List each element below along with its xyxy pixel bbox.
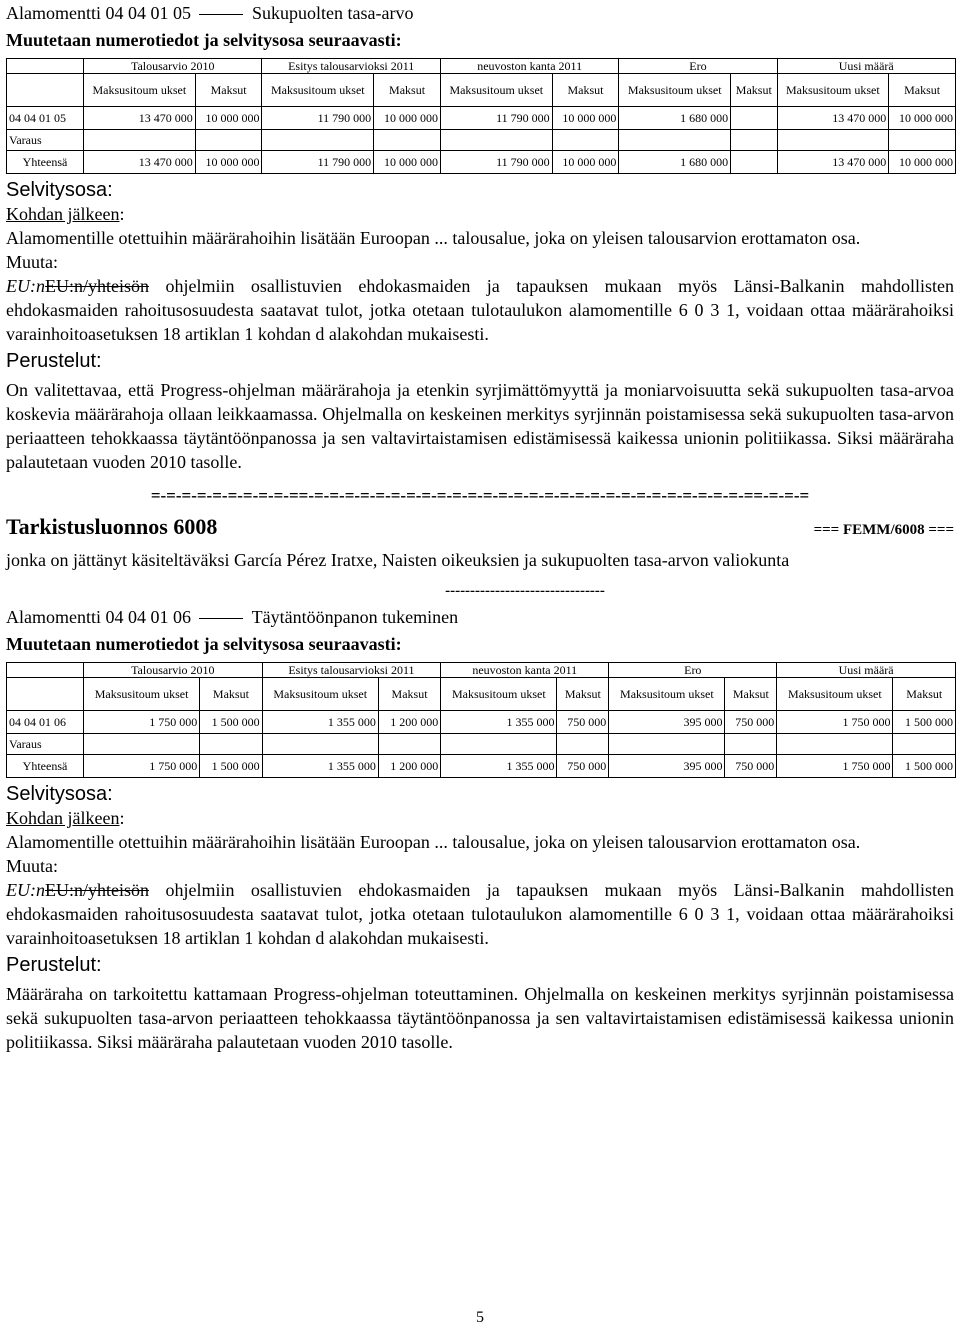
- table-cell: 1 500 000: [893, 711, 956, 734]
- table-cell: [262, 734, 378, 755]
- amendment-title: Tarkistusluonnos 6008: [6, 514, 218, 539]
- explanation-paragraph: Alamomentille otettuihin määrärahoihin lisätään Euroopan ... talousalue, joka on yleisen talousarvion erottamaton osa.: [6, 228, 861, 248]
- table-cell: 13 470 000: [84, 107, 196, 130]
- column-header: Maksusitoum ukset: [262, 74, 374, 107]
- table-cell: 395 000: [609, 755, 725, 778]
- table-cell: [731, 130, 777, 151]
- table-cell: 1 750 000: [84, 711, 200, 734]
- selvitysosa-heading: Selvitysosa:: [6, 179, 113, 201]
- section2-title-number: Alamomentti 04 04 01 06: [6, 607, 191, 627]
- table-group-header: [7, 59, 956, 74]
- group-header: Ero: [609, 663, 777, 678]
- table-cell: 10 000 000: [552, 107, 619, 130]
- table-row: [7, 107, 956, 130]
- column-header: Maksut: [374, 74, 441, 107]
- dash-divider: --------------------------------: [445, 583, 605, 599]
- group-header: Uusi määrä: [777, 59, 956, 74]
- table-cell: 11 790 000: [262, 107, 374, 130]
- table-cell: 1 355 000: [262, 711, 378, 734]
- table-cell: 10 000 000: [889, 107, 956, 130]
- table-cell: 1 500 000: [893, 755, 956, 778]
- table-cell: 10 000 000: [374, 107, 441, 130]
- section1-budget-table: [6, 58, 956, 174]
- table-cell: 1 200 000: [378, 755, 440, 778]
- amendment-code: === FEMM/6008 ===: [813, 522, 954, 538]
- column-header: Maksusitoum ukset: [440, 74, 552, 107]
- table-cell: [552, 130, 619, 151]
- table-row: [7, 711, 956, 734]
- kohdan-jalkeen-label: Kohdan jälkeen:: [6, 204, 125, 224]
- section2-subtitle: Muutetaan numerotiedot ja selvitysosa seuraavasti:: [6, 634, 402, 654]
- column-header: Maksut: [557, 678, 609, 711]
- table-row: [7, 734, 956, 755]
- column-header: Maksut: [378, 678, 440, 711]
- column-header: Maksut: [552, 74, 619, 107]
- group-header: Talousarvio 2010: [84, 59, 262, 74]
- table-cell: [84, 734, 200, 755]
- row-label: 04 04 01 06: [7, 711, 84, 734]
- table-cell: [893, 734, 956, 755]
- column-header: Maksut: [725, 678, 777, 711]
- table-cell: 1 750 000: [84, 755, 200, 778]
- group-header: neuvoston kanta 2011: [441, 663, 609, 678]
- table-cell: 750 000: [557, 711, 609, 734]
- section1-subtitle: Muutetaan numerotiedot ja selvitysosa seuraavasti:: [6, 30, 402, 50]
- column-header: Maksusitoum ukset: [84, 74, 196, 107]
- table-column-header: [7, 678, 956, 711]
- column-header: Maksut: [889, 74, 956, 107]
- perustelut-heading: Perustelut:: [6, 954, 102, 976]
- justification-paragraph: Määräraha on tarkoitettu kattamaan Progress-ohjelman toteuttaminen. Ohjelmalla on keskeinen merkitys syrjinnän poistamisessa sekä sukupuolten tasa-arvon periaatteen tehokkaassa täytäntöönpanossa ja sen valtavirtaistamisen edistämisessä kaikessa unionin politiikassa. Siksi määräraha palautetaan vuoden 2010 tasolle.: [6, 984, 954, 1052]
- row-label: 04 04 01 05: [7, 107, 84, 130]
- section2-budget-table: [6, 662, 956, 778]
- column-header: Maksut: [195, 74, 262, 107]
- table-cell: 11 790 000: [440, 151, 552, 174]
- table-cell: 1 200 000: [378, 711, 440, 734]
- table-cell: [378, 734, 440, 755]
- column-header: Maksut: [731, 74, 777, 107]
- justification-paragraph: On valitettavaa, että Progress-ohjelman määrärahoja ja etenkin syrjimättömyyttä ja moniarvoisuutta sekä sukupuolten tasa-arvoa koskevia määrärahoja ollaan leikkaamassa. Ohjelmalla on keskeinen merkitys syrjinnän poistamisessa sekä sukupuolten tasa-arvon periaatteen tehokkaassa täytäntöönpanossa ja sen valtavirtaistamisen edistämisessä kaikessa unionin politiikassa. Siksi määräraha palautetaan vuoden 2010 tasolle.: [6, 380, 954, 472]
- muuta-label: Muuta:: [6, 252, 59, 272]
- document-page: [6, 0, 954, 1054]
- table-cell: [440, 130, 552, 151]
- table-cell: 13 470 000: [84, 151, 196, 174]
- section2-title-text: Täytäntöönpanon tukeminen: [251, 607, 459, 627]
- table-cell: 1 355 000: [262, 755, 378, 778]
- section1-title-text: Sukupuolten tasa-arvo: [251, 3, 414, 23]
- inserted-text: EU:n: [6, 276, 45, 296]
- table-corner: [7, 59, 84, 74]
- table-cell: 1 750 000: [777, 755, 893, 778]
- table-cell: 1 355 000: [441, 755, 557, 778]
- section2-heading: [6, 606, 954, 628]
- column-header: Maksusitoum ukset: [441, 678, 557, 711]
- table-cell: 750 000: [557, 755, 609, 778]
- kohdan-jalkeen-label: Kohdan jälkeen:: [6, 808, 125, 828]
- submitter-line: jonka on jättänyt käsiteltäväksi García Pérez Iratxe, Naisten oikeuksien ja sukupuolten tasa-arvon valiokunta: [6, 550, 790, 570]
- separator-line: =-=-=-=-=-=-=-=-=-==-=-=-=-=-=-=-=-=-=-=-=-=-=-=-=-=-=-=-=-=-=-=-=-=-=-=-=-=-==-=-=-=: [150, 486, 810, 505]
- row-label: Yhteensä: [7, 755, 84, 778]
- table-cell: 13 470 000: [777, 151, 889, 174]
- paragraph-text: ohjelmiin osallistuvien ehdokasmaiden ja tapauksen mukaan myös Länsi-Balkanin mahdollisten ehdokasmaiden rahoitusosuudesta saatavat tulot, jotka otetaan tulotaulukon alamomentille 6 0 3 1, voidaan ottaa määrärahoiksi varainhoitoasetuksen 18 artiklan 1 kohdan d alakohdan mukaisesti.: [6, 276, 954, 344]
- table-corner: [7, 663, 84, 678]
- table-cell: 10 000 000: [195, 151, 262, 174]
- table-cell: [84, 130, 196, 151]
- table-cell: 1 500 000: [200, 755, 262, 778]
- table-cell: [262, 130, 374, 151]
- table-cell: [441, 734, 557, 755]
- explanation-paragraph: Alamomentille otettuihin määrärahoihin lisätään Euroopan ... talousalue, joka on yleisen talousarvion erottamaton osa.: [6, 832, 861, 852]
- table-cell: 750 000: [725, 711, 777, 734]
- table-cell: 1 750 000: [777, 711, 893, 734]
- table-cell: 1 355 000: [441, 711, 557, 734]
- title-dash: [199, 14, 243, 15]
- table-cell: 1 680 000: [619, 107, 731, 130]
- page-number: 5: [476, 1309, 484, 1326]
- table-cell: [557, 734, 609, 755]
- deleted-text: EU:n/yhteisön: [45, 276, 149, 296]
- column-header: Maksusitoum ukset: [84, 678, 200, 711]
- perustelut-heading: Perustelut:: [6, 350, 102, 372]
- amendment-paragraph: [6, 274, 954, 346]
- table-cell: [200, 734, 262, 755]
- column-header: Maksusitoum ukset: [619, 74, 731, 107]
- amendment-paragraph: [6, 878, 954, 950]
- table-cell: [777, 734, 893, 755]
- muuta-label: Muuta:: [6, 856, 59, 876]
- column-header: Maksusitoum ukset: [262, 678, 378, 711]
- table-cell: 10 000 000: [552, 151, 619, 174]
- row-label: Varaus: [7, 734, 84, 755]
- group-header: Esitys talousarvioksi 2011: [262, 663, 441, 678]
- table-cell: 13 470 000: [777, 107, 889, 130]
- table-cell: [777, 130, 889, 151]
- group-header: Ero: [619, 59, 777, 74]
- row-label: Varaus: [7, 130, 84, 151]
- group-header: neuvoston kanta 2011: [440, 59, 618, 74]
- table-cell: 1 680 000: [619, 151, 731, 174]
- table-cell: 10 000 000: [374, 151, 441, 174]
- selvitysosa-heading: Selvitysosa:: [6, 783, 113, 805]
- table-corner: [7, 74, 84, 107]
- inserted-text: EU:n: [6, 880, 45, 900]
- column-header: Maksusitoum ukset: [609, 678, 725, 711]
- table-cell: 395 000: [609, 711, 725, 734]
- table-cell: 10 000 000: [195, 107, 262, 130]
- table-cell: [731, 151, 777, 174]
- paragraph-text: ohjelmiin osallistuvien ehdokasmaiden ja tapauksen mukaan myös Länsi-Balkanin mahdollisten ehdokasmaiden rahoitusosuudesta saatavat tulot, jotka otetaan tulotaulukon alamomentille 6 0 3 1, voidaan ottaa määrärahoiksi varainhoitoasetuksen 18 artiklan 1 kohdan d alakohdan mukaisesti.: [6, 880, 954, 948]
- column-header: Maksusitoum ukset: [777, 678, 893, 711]
- table-cell: [195, 130, 262, 151]
- table-row: [7, 130, 956, 151]
- table-row: [7, 151, 956, 174]
- row-label: Yhteensä: [7, 151, 84, 174]
- table-cell: [609, 734, 725, 755]
- table-cell: [725, 734, 777, 755]
- table-column-header: [7, 74, 956, 107]
- title-dash: [199, 618, 243, 619]
- section1-heading: [6, 2, 954, 24]
- deleted-text: EU:n/yhteisön: [45, 880, 149, 900]
- group-header: Uusi määrä: [777, 663, 956, 678]
- amendment-header: [6, 514, 954, 540]
- table-cell: [731, 107, 777, 130]
- table-cell: 11 790 000: [440, 107, 552, 130]
- table-group-header: [7, 663, 956, 678]
- column-header: Maksut: [893, 678, 956, 711]
- table-cell: 750 000: [725, 755, 777, 778]
- table-cell: 10 000 000: [889, 151, 956, 174]
- group-header: Talousarvio 2010: [84, 663, 263, 678]
- table-cell: [889, 130, 956, 151]
- table-cell: 11 790 000: [262, 151, 374, 174]
- table-cell: [374, 130, 441, 151]
- table-row: [7, 755, 956, 778]
- table-corner: [7, 678, 84, 711]
- table-cell: 1 500 000: [200, 711, 262, 734]
- column-header: Maksut: [200, 678, 262, 711]
- table-cell: [619, 130, 731, 151]
- column-header: Maksusitoum ukset: [777, 74, 889, 107]
- section1-title-number: Alamomentti 04 04 01 05: [6, 3, 191, 23]
- group-header: Esitys talousarvioksi 2011: [262, 59, 440, 74]
